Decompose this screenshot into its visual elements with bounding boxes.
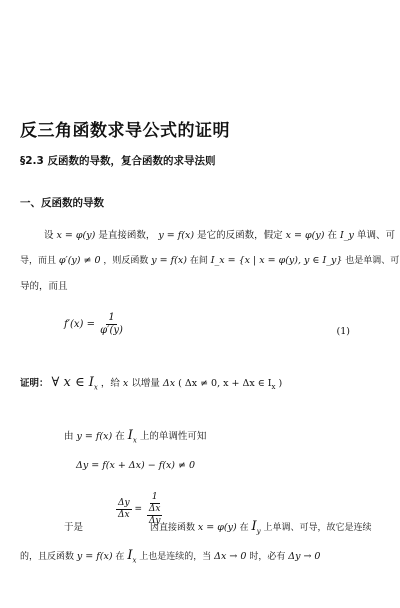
- math-delta-y-limit: Δy → 0: [288, 551, 321, 562]
- text: 在: [115, 552, 125, 562]
- last-line: [20, 548, 320, 565]
- text: 单调、可: [356, 230, 395, 241]
- text: 在: [115, 431, 125, 442]
- math-condition: ( Δx ≠ 0, x + Δx ∈ $I_x$ ): [178, 378, 283, 391]
- fraction-denominator: Δx: [118, 509, 130, 520]
- text: 导，而且: [20, 256, 57, 266]
- math-y-fx: y = f(x): [76, 551, 113, 562]
- inner-numerator: Δx: [148, 503, 161, 514]
- math-x-phi-y: x = φ(y): [56, 230, 96, 241]
- then-line: [150, 519, 371, 536]
- formula-1: [64, 312, 125, 337]
- equals-sign: =: [134, 504, 143, 515]
- math-Ix: $I_x$: [127, 548, 137, 565]
- then-label: 于是: [64, 522, 84, 533]
- text: 是它的反函数，假定: [197, 230, 283, 241]
- text: 的，且反函数: [20, 552, 75, 562]
- text: 在: [327, 230, 337, 241]
- proof-label: 证明：: [20, 378, 49, 389]
- math-Iy: I_y: [340, 230, 354, 241]
- math-phi-prime: φ′(y) ≠ 0: [58, 255, 101, 266]
- fraction-numerator: Δy: [118, 497, 130, 508]
- para1-line3: 导的，而且: [20, 281, 68, 292]
- inner-denominator: Δy: [148, 515, 161, 526]
- proof-line: [20, 375, 282, 392]
- math-x-phi-y: x = φ(y): [285, 230, 325, 241]
- para1-line1: [44, 227, 395, 241]
- math-x-phi-y: x = φ(y): [197, 522, 237, 533]
- fraction-dy-dx: [116, 498, 132, 521]
- fraction-numerator: 1: [108, 312, 115, 323]
- text: 以增量: [131, 378, 160, 389]
- math-delta-x-limit: Δx → 0: [214, 551, 247, 562]
- subsection-heading: 一、反函数的导数: [20, 197, 104, 209]
- text: ，则反函数: [103, 256, 149, 266]
- page-title: 反三角函数求导公式的证明: [20, 121, 230, 141]
- text: ，给: [100, 378, 120, 389]
- equation-number: (1): [336, 326, 350, 337]
- text: 上单调、可导，故它是连续: [263, 523, 372, 533]
- delta-equation: Δy = f(x + Δx) − f(x) ≠ 0: [76, 460, 196, 471]
- text: 是直接函数，: [98, 230, 156, 241]
- math-Ix: $I_x$: [127, 428, 137, 445]
- para1-line2: [20, 253, 399, 266]
- fraction-denominator: φ′(y): [100, 325, 123, 336]
- text: 因直接函数: [150, 523, 196, 533]
- math-y-fx: y = f(x): [76, 431, 113, 442]
- math-y-fx: y = f(x): [151, 255, 187, 266]
- fraction-numerator: 1: [151, 492, 158, 502]
- text: 上的单调性可知: [139, 431, 207, 442]
- formula-fraction: [98, 312, 125, 337]
- math-Iy: $I_y$: [251, 519, 261, 536]
- math-y-fx: y = f(x): [158, 230, 195, 241]
- formula-lhs: f′(x) =: [64, 319, 95, 330]
- text: 时，必有: [249, 552, 286, 562]
- text: 由: [64, 431, 74, 442]
- text: 上也是连续的，当: [139, 552, 212, 562]
- math-forall: ∀ x ∈ $I_x$: [51, 375, 98, 392]
- text: 在间: [189, 256, 208, 266]
- text: 在: [239, 523, 249, 533]
- math-Ix-set: I_x = {x | x = φ(y), y ∈ I_y}: [210, 255, 343, 266]
- math-delta-x: Δx: [162, 378, 176, 389]
- monotonicity-line: [64, 428, 206, 445]
- text: 设: [44, 230, 54, 241]
- math-x: x: [122, 378, 129, 389]
- text: 也是单调、可: [345, 256, 400, 266]
- section-heading: §2.3 反函数的导数，复合函数的求导法则: [20, 155, 216, 167]
